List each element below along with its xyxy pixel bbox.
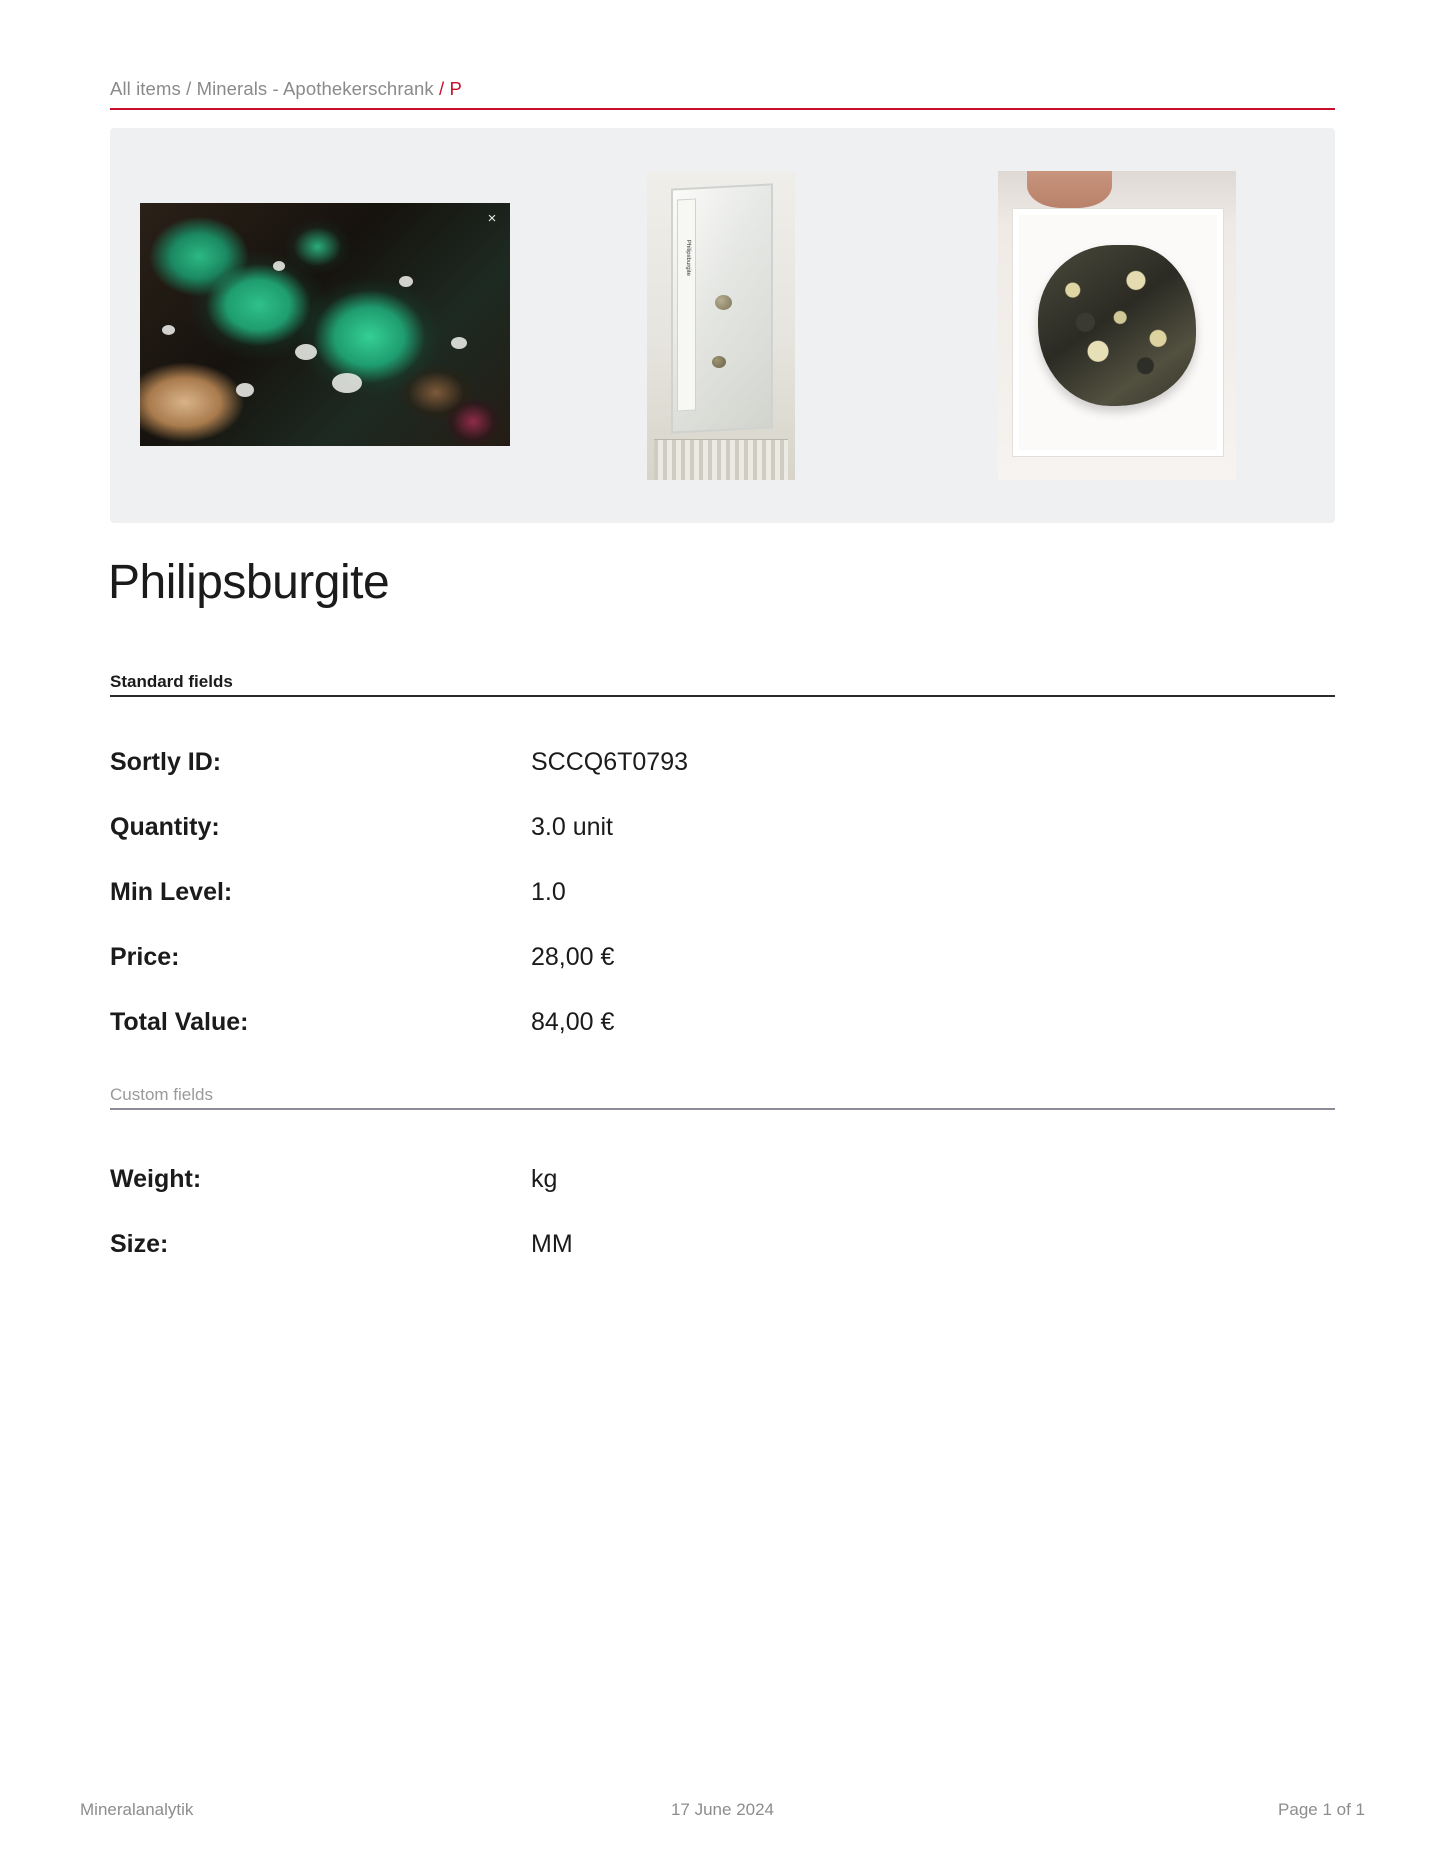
- field-label-weight: Weight:: [110, 1165, 202, 1193]
- footer-owner: Mineralanalytik: [80, 1800, 194, 1819]
- field-value-weight: kg: [531, 1165, 558, 1193]
- field-label-min-level: Min Level:: [110, 878, 233, 906]
- field-label-sortly-id: Sortly ID:: [110, 748, 222, 776]
- standard-fields-header: Standard fields: [110, 672, 233, 691]
- field-value-size: MM: [531, 1230, 573, 1258]
- field-label-quantity: Quantity:: [110, 813, 220, 841]
- field-label-size: Size:: [110, 1230, 169, 1258]
- footer-page-number: Page 1 of 1: [1278, 1800, 1365, 1819]
- breadcrumb-divider: [110, 108, 1335, 110]
- field-value-sortly-id: SCCQ6T0793: [531, 748, 689, 776]
- field-row: [110, 1165, 1335, 1195]
- field-row: [110, 1230, 1335, 1260]
- gallery-image-3[interactable]: [998, 171, 1236, 480]
- mineral-photo-green-crystals: [140, 203, 510, 446]
- gallery-image-2[interactable]: [647, 171, 795, 480]
- breadcrumb-separator-2: /: [438, 78, 445, 99]
- mineral-photo-specimen-tray: [998, 171, 1236, 480]
- custom-fields-divider: [110, 1108, 1335, 1110]
- field-value-total-value: 84,00 €: [531, 1008, 615, 1036]
- image-gallery: [110, 128, 1335, 523]
- field-row: [110, 813, 1335, 843]
- standard-fields-divider: [110, 695, 1335, 697]
- footer-date: 17 June 2024: [670, 1800, 775, 1819]
- mineral-photo-display-box: [647, 171, 795, 480]
- field-row: [110, 1008, 1335, 1038]
- custom-fields-header: Custom fields: [110, 1085, 213, 1104]
- breadcrumb-root[interactable]: All items: [110, 78, 181, 99]
- field-row: [110, 943, 1335, 973]
- field-label-total-value: Total Value:: [110, 1008, 249, 1036]
- field-label-price: Price:: [110, 943, 180, 971]
- field-row: [110, 878, 1335, 908]
- field-value-quantity: 3.0 unit: [531, 813, 614, 841]
- field-value-min-level: 1.0: [531, 878, 566, 906]
- breadcrumb-current: P: [449, 78, 462, 99]
- specimen-box-label: Philipsburgite: [684, 239, 691, 276]
- field-value-price: 28,00 €: [531, 943, 615, 971]
- close-icon[interactable]: ×: [487, 210, 497, 227]
- breadcrumb-category[interactable]: Minerals - Apothekerschrank: [196, 78, 434, 99]
- page-title: Philipsburgite: [108, 556, 390, 609]
- page-footer: [80, 1800, 1365, 1822]
- gallery-image-1[interactable]: [140, 203, 510, 446]
- field-row: [110, 748, 1335, 778]
- breadcrumb-separator-1: /: [186, 78, 192, 99]
- breadcrumb: [110, 78, 1335, 100]
